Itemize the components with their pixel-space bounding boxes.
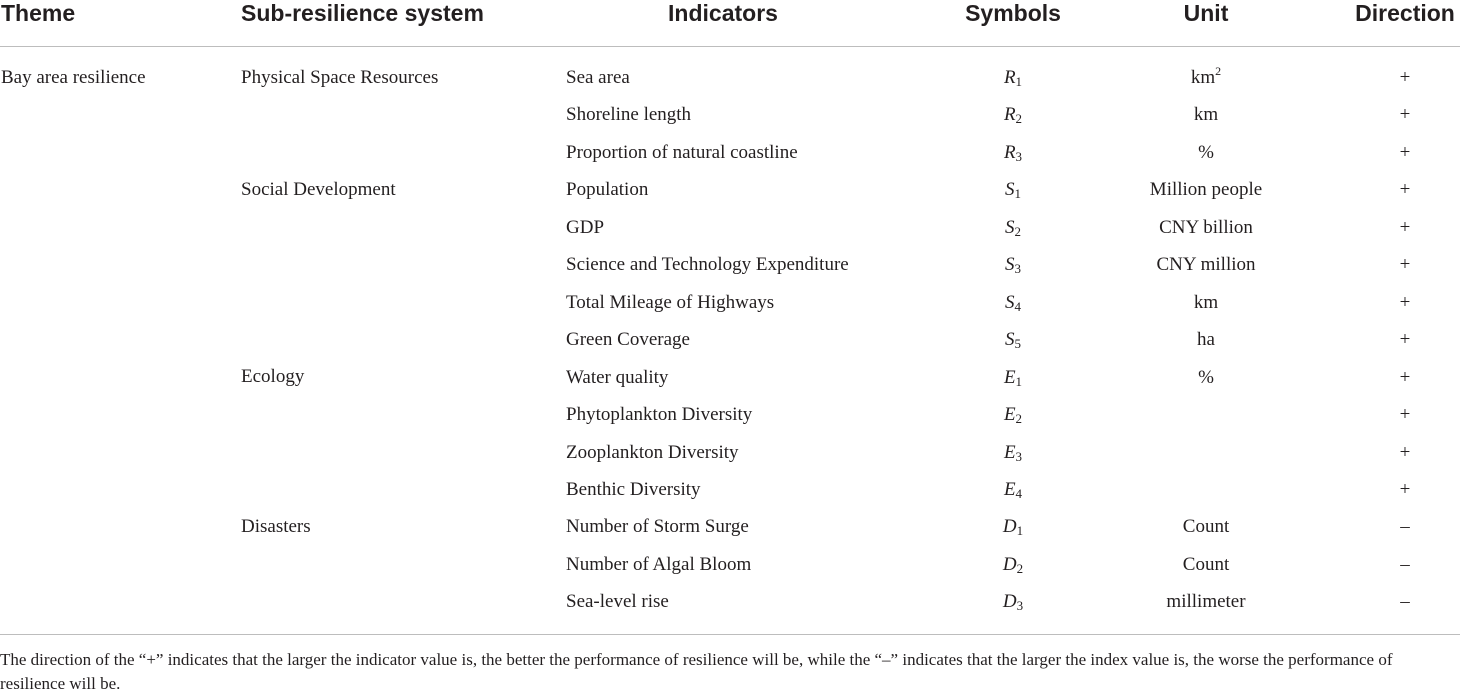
symbol-subscript: 3 [1015,149,1023,164]
symbol-subscript: 1 [1015,74,1023,89]
symbol-letter: R [1003,104,1016,125]
symbol-letter: R [1003,142,1016,163]
unit-cell [1106,254,1306,276]
indicator-cell: Science and Technology Expenditure [566,254,849,275]
symbol-letter: S [1005,179,1015,200]
header-unit: Unit [1183,0,1229,26]
unit-cell [1106,142,1306,164]
symbol-subscript: 3 [1015,449,1023,464]
symbol-cell [963,292,1063,318]
symbol-subscript: 4 [1014,299,1021,314]
symbol-cell [963,479,1063,505]
symbol-letter: S [1005,217,1015,238]
unit-cell [1106,591,1306,613]
symbol-letter: S [1005,254,1015,275]
symbol-cell [963,516,1063,542]
direction-cell: + [1399,254,1411,275]
symbol-cell [963,442,1063,468]
symbol-cell [963,329,1063,355]
group-label: Ecology [241,366,305,387]
direction-cell: + [1399,179,1411,200]
symbol-cell [963,179,1063,205]
symbol-letter: D [1002,591,1017,612]
unit-text: km [1190,67,1216,88]
indicator-cell: Number of Algal Bloom [566,554,752,575]
header-rule [0,46,1460,47]
symbol-letter: R [1003,67,1016,88]
table-header [0,0,1460,46]
unit-cell [1106,179,1306,201]
symbol-letter: D [1002,554,1017,575]
unit-cell [1106,64,1306,89]
symbol-letter: S [1005,292,1015,313]
group-label: Disasters [241,516,311,537]
header-indicators: Indicators [668,0,778,26]
unit-cell [1106,516,1306,538]
indicator-cell: Number of Storm Surge [566,516,749,537]
header-symbols: Symbols [965,0,1061,26]
indicator-cell: Population [566,179,649,200]
indicator-cell: Zooplankton Diversity [566,442,739,463]
direction-cell: + [1399,104,1411,125]
direction-cell: + [1399,67,1411,88]
direction-cell: – [1400,591,1410,612]
unit-cell [1106,104,1306,126]
symbol-cell [963,367,1063,393]
indicator-cell: Sea-level rise [566,591,669,612]
unit-text: CNY billion [1159,217,1253,238]
bottom-rule [0,634,1460,635]
direction-cell: + [1399,217,1411,238]
indicator-cell: Shoreline length [566,104,692,125]
unit-text: % [1198,142,1214,163]
direction-cell: – [1400,554,1410,575]
symbol-subscript: 5 [1014,336,1021,351]
unit-text: ha [1197,329,1215,350]
direction-cell: – [1400,516,1410,537]
indicator-cell: Water quality [566,367,669,388]
indicator-cell: Phytoplankton Diversity [566,404,753,425]
symbol-subscript: 1 [1014,186,1021,201]
direction-cell: + [1399,292,1411,313]
symbol-cell [963,104,1063,130]
symbol-subscript: 3 [1014,261,1021,276]
symbol-cell [963,254,1063,280]
direction-cell: + [1399,479,1411,500]
indicator-cell: Total Mileage of Highways [566,292,775,313]
header-direction: Direction [1355,0,1455,26]
unit-text: % [1198,367,1214,388]
symbol-cell [963,217,1063,243]
group-label: Physical Space Resources [241,67,439,88]
symbol-letter: S [1005,329,1015,350]
unit-text: km [1193,292,1219,313]
symbol-subscript: 2 [1015,411,1023,426]
direction-cell: + [1399,142,1411,163]
indicator-cell: Green Coverage [566,329,690,350]
unit-text: km [1193,104,1219,125]
unit-text: Count [1182,516,1230,537]
symbol-letter: E [1003,442,1016,463]
indicator-cell: Proportion of natural coastline [566,142,798,163]
group-label: Social Development [241,179,396,200]
indicator-cell: Sea area [566,67,630,88]
indicator-cell: Benthic Diversity [566,479,701,500]
unit-cell [1106,292,1306,314]
unit-cell [1106,367,1306,389]
symbol-subscript: 3 [1016,598,1024,613]
direction-cell: + [1399,442,1411,463]
unit-text: Million people [1149,179,1263,200]
symbol-subscript: 1 [1015,374,1023,389]
unit-text: Count [1182,554,1230,575]
symbol-letter: E [1003,479,1016,500]
unit-superscript: 2 [1215,64,1222,78]
table-footnote: The direction of the “+” indicates that the larger the indicator value is, the better the performance of resilience will be, while the “–” indicates that the larger the index value is, the worse the performance of resilience will be. [0,650,1393,693]
symbol-cell [963,142,1063,168]
direction-cell: + [1399,329,1411,350]
symbol-cell [963,404,1063,430]
unit-text: CNY million [1156,254,1256,275]
symbol-subscript: 2 [1014,224,1021,239]
unit-cell [1106,329,1306,351]
unit-text: millimeter [1166,591,1246,612]
symbol-subscript: 2 [1015,111,1023,126]
symbol-subscript: 4 [1015,486,1023,501]
unit-cell [1106,554,1306,576]
direction-cell: + [1399,367,1411,388]
header-theme: Theme [1,0,76,26]
theme-cell: Bay area resilience [1,67,146,88]
symbol-cell [963,591,1063,617]
direction-cell: + [1399,404,1411,425]
symbol-subscript: 2 [1016,561,1024,576]
symbol-letter: D [1002,516,1017,537]
unit-cell [1106,217,1306,239]
header-subsystem: Sub-resilience system [241,0,484,26]
symbol-subscript: 1 [1016,523,1024,538]
symbol-cell [963,67,1063,93]
symbol-cell [963,554,1063,580]
symbol-letter: E [1003,367,1016,388]
symbol-letter: E [1003,404,1016,425]
indicator-cell: GDP [566,217,605,238]
